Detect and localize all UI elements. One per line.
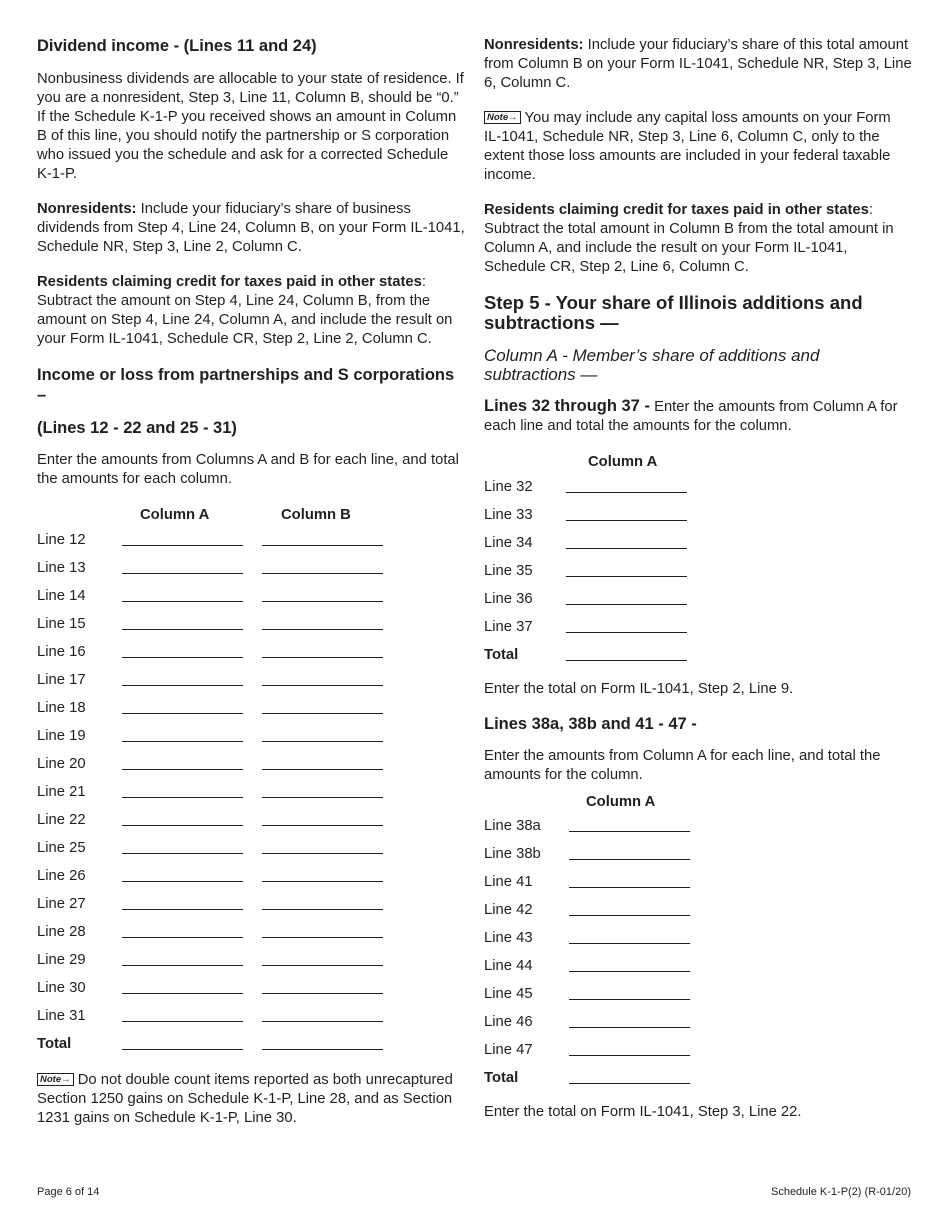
step5-subheading: Column A - Member’s share of additions and subtractions —	[484, 346, 820, 384]
column-a-entry-line[interactable]	[122, 1020, 243, 1022]
line-label: Line 13	[37, 560, 86, 576]
column-a-entry-line[interactable]	[122, 656, 243, 658]
column-a-entry-line[interactable]	[122, 740, 243, 742]
note-text: Do not double count items reported as both unrecaptured Section 1250 gains on Schedule K-1-P, Line 28, and as Section 1231 gains on Schedule K-1-P, Line 30.	[37, 1072, 453, 1126]
column-a-header: Column A	[140, 507, 210, 523]
column-a-entry-line[interactable]	[569, 1026, 690, 1028]
line-label: Line 46	[484, 1014, 533, 1030]
line-label: Line 43	[484, 930, 533, 946]
form-line-row	[37, 671, 465, 699]
line-label: Line 27	[37, 896, 86, 912]
line-label: Line 25	[37, 840, 86, 856]
column-a-entry-line[interactable]	[569, 830, 690, 832]
left-column	[37, 34, 465, 1128]
column-b-entry-line[interactable]	[262, 740, 383, 742]
form-line-row	[37, 531, 465, 559]
subtractions-lines-table	[484, 817, 912, 1097]
line-label: Line 44	[484, 958, 533, 974]
column-b-entry-line[interactable]	[262, 768, 383, 770]
income-heading: Income or loss from partnerships and S corporations –	[37, 366, 455, 404]
line-label: Line 34	[484, 535, 533, 551]
line-label: Line 45	[484, 986, 533, 1002]
residents-paragraph	[37, 273, 465, 349]
note-icon: Note→	[484, 111, 521, 124]
dividend-paragraph: Nonbusiness dividends are allocable to your state of residence. If you are a nonresident, Step 3, Line 11, Column B, should be “0.” If the Schedule K-1-P you received shows an amount in Column B of this line, you should notify the partnership or S corporation who issued you the schedule and ask for a corrected Schedule K-1-P.	[37, 71, 464, 182]
note-paragraph	[37, 1071, 465, 1128]
line-label: Line 47	[484, 1042, 533, 1058]
income-subheading: (Lines 12 - 22 and 25 - 31)	[37, 419, 237, 437]
column-b-entry-line[interactable]	[262, 852, 383, 854]
lines38-paragraph: Enter the amounts from Column A for each line, and total the amounts for the column.	[484, 748, 881, 783]
form-line-row	[484, 478, 912, 506]
note-icon: Note→	[37, 1073, 74, 1086]
dividend-heading: Dividend income - (Lines 11 and 24)	[37, 37, 317, 55]
form-line-row	[37, 615, 465, 643]
column-headers-2	[484, 792, 912, 812]
form-line-row	[484, 534, 912, 562]
form-line-row	[484, 590, 912, 618]
enter-total-2: Enter the total on Form IL-1041, Step 3, Line 22.	[484, 1104, 802, 1120]
line-label: Line 19	[37, 728, 86, 744]
additions-lines-table	[484, 478, 912, 674]
line-label: Line 21	[37, 784, 86, 800]
form-line-row	[37, 923, 465, 951]
line-label: Line 38b	[484, 846, 541, 862]
column-a-entry-line[interactable]	[122, 852, 243, 854]
column-a-entry-line[interactable]	[122, 684, 243, 686]
form-line-row	[484, 817, 912, 845]
residents-colon: :	[868, 202, 873, 218]
form-line-row	[484, 506, 912, 534]
column-a-entry-line[interactable]	[122, 964, 243, 966]
column-a-entry-line[interactable]	[566, 547, 687, 549]
column-b-header: Column B	[281, 507, 351, 523]
column-b-entry-line[interactable]	[262, 712, 383, 714]
line-label: Line 17	[37, 672, 86, 688]
column-b-entry-line[interactable]	[262, 572, 383, 574]
column-a-entry-line[interactable]	[566, 491, 687, 493]
form-line-row	[484, 562, 912, 590]
form-line-row	[37, 811, 465, 839]
column-b-entry-line[interactable]	[262, 656, 383, 658]
column-a-entry-line[interactable]	[566, 575, 687, 577]
line-label: Line 29	[37, 952, 86, 968]
column-a-entry-line[interactable]	[569, 886, 690, 888]
nonresidents-text: Include your fiduciary’s share of business dividends from Step 4, Line 24, Column B, on your Form IL-1041, Schedule NR, Step 3, Line 2, Column C.	[37, 201, 465, 255]
line-label: Line 33	[484, 507, 533, 523]
lines32-text: Enter the amounts from Column A for each line and total the amounts for the column.	[484, 399, 898, 434]
line-label: Line 18	[37, 700, 86, 716]
form-line-row	[484, 929, 912, 957]
column-a-entry-line[interactable]	[569, 1082, 690, 1084]
column-a-entry-line[interactable]	[566, 631, 687, 633]
column-a-entry-line[interactable]	[122, 1048, 243, 1050]
column-a-header: Column A	[588, 454, 658, 470]
form-line-row	[37, 895, 465, 923]
lines32-paragraph	[484, 397, 912, 436]
right-column	[484, 34, 912, 1122]
column-a-entry-line[interactable]	[122, 572, 243, 574]
nonresidents-text: Include your fiduciary’s share of this total amount from Column B on your Form IL-1041, Schedule NR, Step 3, Line 6, Column C.	[484, 37, 912, 91]
footer-form-id: Schedule K-1-P(2) (R-01/20)	[770, 1186, 911, 1198]
line-label: Line 32	[484, 479, 533, 495]
form-line-row	[37, 587, 465, 615]
form-line-row	[484, 985, 912, 1013]
line-label: Line 35	[484, 563, 533, 579]
column-a-entry-line[interactable]	[122, 936, 243, 938]
enter-total-1: Enter the total on Form IL-1041, Step 2, Line 9.	[484, 681, 794, 697]
form-line-row	[37, 559, 465, 587]
line-label: Total	[37, 1036, 72, 1052]
column-a-entry-line[interactable]	[569, 914, 690, 916]
residents-colon: :	[421, 274, 426, 290]
column-a-entry-line[interactable]	[566, 603, 687, 605]
column-b-entry-line[interactable]	[262, 880, 383, 882]
line-label: Line 26	[37, 868, 86, 884]
column-a-entry-line[interactable]	[566, 659, 687, 661]
residents-label: Residents claiming credit for taxes paid in other states	[484, 202, 869, 218]
column-b-entry-line[interactable]	[262, 1020, 383, 1022]
column-a-entry-line[interactable]	[122, 992, 243, 994]
line-label: Total	[484, 1070, 519, 1086]
column-a-entry-line[interactable]	[569, 942, 690, 944]
residents-text: Subtract the amount on Step 4, Line 24, Column B, from the amount on Step 4, Line 24, Column A, and include the result on your Form IL-1041, Schedule CR, Step 2, Line 2, Column C.	[37, 293, 453, 347]
line-label: Line 15	[37, 616, 86, 632]
column-b-entry-line[interactable]	[262, 796, 383, 798]
form-line-row	[484, 618, 912, 646]
column-a-entry-line[interactable]	[122, 796, 243, 798]
column-a-entry-line[interactable]	[122, 824, 243, 826]
form-line-row	[37, 755, 465, 783]
column-headers-1	[484, 452, 912, 472]
step5-heading: Step 5 - Your share of Illinois additions and subtractions —	[484, 292, 863, 333]
form-line-row	[37, 867, 465, 895]
lines38-heading: Lines 38a, 38b and 41 - 47 -	[484, 715, 697, 733]
form-line-row	[484, 901, 912, 929]
form-line-row	[37, 1007, 465, 1035]
form-line-row	[37, 951, 465, 979]
column-a-entry-line[interactable]	[122, 880, 243, 882]
form-line-row	[484, 845, 912, 873]
income-lines-table	[37, 531, 465, 1063]
column-a-entry-line[interactable]	[569, 1054, 690, 1056]
column-a-entry-line[interactable]	[569, 858, 690, 860]
column-b-entry-line[interactable]	[262, 936, 383, 938]
form-line-row	[484, 957, 912, 985]
income-paragraph: Enter the amounts from Columns A and B for each line, and total the amounts for each column.	[37, 452, 459, 487]
column-b-entry-line[interactable]	[262, 1048, 383, 1050]
form-line-row	[484, 873, 912, 901]
form-line-row	[37, 699, 465, 727]
residents-paragraph-right	[484, 201, 912, 277]
nonresidents-paragraph	[37, 200, 465, 257]
residents-label: Residents claiming credit for taxes paid in other states	[37, 274, 422, 290]
column-a-entry-line[interactable]	[122, 600, 243, 602]
line-label: Line 16	[37, 644, 86, 660]
form-line-row	[484, 1069, 912, 1097]
form-line-row	[37, 783, 465, 811]
column-a-header: Column A	[586, 794, 656, 810]
column-a-entry-line[interactable]	[569, 998, 690, 1000]
line-label: Line 38a	[484, 818, 541, 834]
nonresidents-label: Nonresidents:	[484, 37, 584, 53]
line-label: Total	[484, 647, 519, 663]
form-line-row	[37, 1035, 465, 1063]
column-a-entry-line[interactable]	[569, 970, 690, 972]
line-label: Line 42	[484, 902, 533, 918]
form-line-row	[484, 1013, 912, 1041]
column-b-entry-line[interactable]	[262, 992, 383, 994]
form-line-row	[37, 839, 465, 867]
column-b-entry-line[interactable]	[262, 908, 383, 910]
column-a-entry-line[interactable]	[122, 712, 243, 714]
line-label: Line 41	[484, 874, 533, 890]
line-label: Line 12	[37, 532, 86, 548]
line-label: Line 20	[37, 756, 86, 772]
form-line-row	[37, 727, 465, 755]
form-line-row	[484, 1041, 912, 1069]
residents-text: Subtract the total amount in Column B from the total amount in Column A, and include the result on your Form IL-1041, Schedule CR, Step 2, Line 6, Column C.	[484, 221, 894, 275]
column-a-entry-line[interactable]	[122, 908, 243, 910]
note-paragraph-right	[484, 109, 912, 185]
column-b-entry-line[interactable]	[262, 600, 383, 602]
column-a-entry-line[interactable]	[122, 768, 243, 770]
column-b-entry-line[interactable]	[262, 544, 383, 546]
footer-page-number: Page 6 of 14	[37, 1186, 100, 1198]
column-a-entry-line[interactable]	[122, 544, 243, 546]
note-text: You may include any capital loss amounts on your Form IL-1041, Schedule NR, Step 3, Line 6, Column C, only to the extent those loss amounts are included in your federal taxable income.	[484, 110, 891, 183]
column-a-entry-line[interactable]	[122, 628, 243, 630]
column-b-entry-line[interactable]	[262, 684, 383, 686]
nonresidents-paragraph-right	[484, 36, 912, 93]
line-label: Line 36	[484, 591, 533, 607]
line-label: Line 30	[37, 980, 86, 996]
column-b-entry-line[interactable]	[262, 824, 383, 826]
line-label: Line 22	[37, 812, 86, 828]
line-label: Line 37	[484, 619, 533, 635]
lines32-label: Lines 32 through 37 -	[484, 397, 650, 415]
line-label: Line 31	[37, 1008, 86, 1024]
column-headers	[37, 505, 465, 525]
form-line-row	[37, 979, 465, 1007]
column-a-entry-line[interactable]	[566, 519, 687, 521]
column-b-entry-line[interactable]	[262, 964, 383, 966]
column-b-entry-line[interactable]	[262, 628, 383, 630]
line-label: Line 28	[37, 924, 86, 940]
form-line-row	[484, 646, 912, 674]
nonresidents-label: Nonresidents:	[37, 201, 137, 217]
form-line-row	[37, 643, 465, 671]
line-label: Line 14	[37, 588, 86, 604]
